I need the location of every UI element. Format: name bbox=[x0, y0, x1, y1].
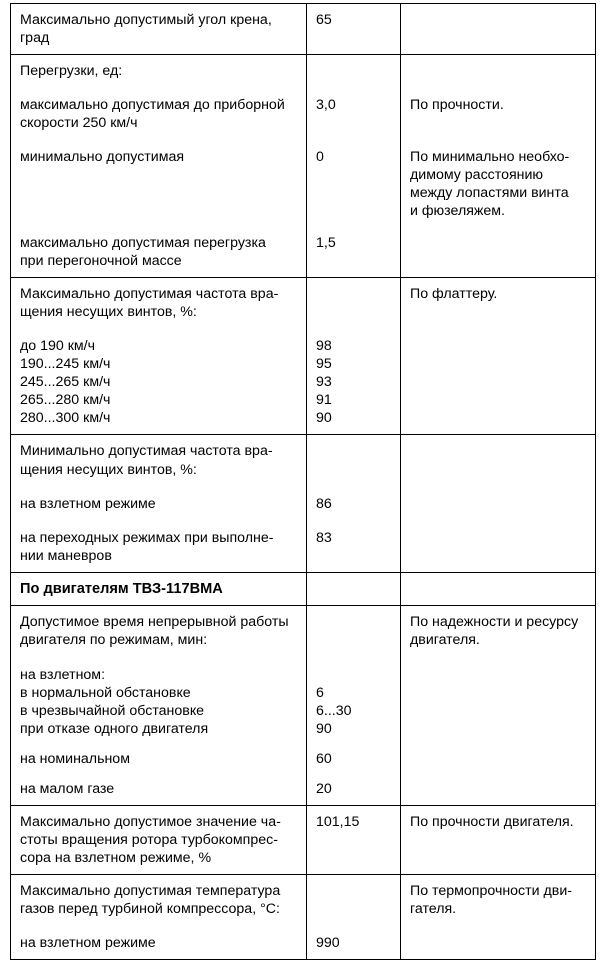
parameter-heading-line: Допустимое время непрерывной работы bbox=[20, 614, 289, 631]
parameter-line: град bbox=[20, 30, 50, 47]
note-cell bbox=[401, 4, 596, 55]
note-line: двигателя. bbox=[410, 632, 480, 649]
sub-parameter-line: на малом газе bbox=[20, 780, 115, 797]
sub-parameter-line: максимально допустимая перегрузка bbox=[20, 235, 266, 252]
note-text bbox=[410, 580, 587, 581]
note-cell bbox=[401, 55, 596, 278]
spacer bbox=[316, 918, 392, 934]
parameter-heading: Перегрузки, ед: bbox=[20, 63, 123, 80]
parameter-line: стоты вращения ротора турбокомпрес- bbox=[20, 831, 278, 848]
value-text: 6 bbox=[316, 684, 324, 701]
note-line: гателя. bbox=[410, 900, 457, 917]
spacer bbox=[20, 650, 298, 666]
table-row bbox=[11, 606, 596, 805]
sub-parameter-line: нии маневров bbox=[20, 547, 112, 564]
spacer bbox=[20, 80, 298, 96]
parameter-cell bbox=[11, 278, 307, 435]
value-text: 86 bbox=[316, 495, 332, 512]
parameter-heading-line: Минимально допустимая частота вра- bbox=[20, 443, 273, 460]
sub-parameter-line: 265...280 км/ч bbox=[20, 392, 111, 409]
spacer bbox=[410, 80, 587, 96]
note-line: димому расстоянию bbox=[410, 167, 544, 184]
value-cell bbox=[307, 4, 401, 55]
sub-parameter-line: в нормальной обстановке bbox=[20, 684, 191, 701]
parameter-heading-line: щения несущих винтов, %: bbox=[20, 461, 197, 478]
value-cell bbox=[307, 435, 401, 572]
sub-parameter-line: 280...300 км/ч bbox=[20, 410, 111, 427]
table-row-section-header bbox=[11, 572, 596, 606]
parameter-heading-line: двигателя по режимам, мин: bbox=[20, 632, 208, 649]
sub-parameter-line: скорости 250 км/ч bbox=[20, 115, 138, 132]
note-cell bbox=[401, 435, 596, 572]
value-text: 1,5 bbox=[316, 235, 336, 252]
spacer bbox=[316, 132, 392, 148]
parameter-cell bbox=[11, 435, 307, 572]
spacer bbox=[20, 918, 298, 934]
sub-parameter-line: на номинальном bbox=[20, 750, 130, 767]
note-cell bbox=[401, 805, 596, 874]
spacer bbox=[410, 132, 587, 148]
parameter-heading-line: щения несущих винтов, %: bbox=[20, 304, 197, 321]
value-text: 990 bbox=[316, 934, 340, 951]
sub-parameter-line: 190...245 км/ч bbox=[20, 356, 111, 373]
value-text: 60 bbox=[316, 750, 332, 767]
sub-parameter-line: минимально допустимая bbox=[20, 149, 185, 166]
sub-parameter-line: в чрезвычайной обстановке bbox=[20, 702, 205, 719]
parameter-line: Максимально допустимый угол крена, bbox=[20, 12, 272, 28]
table-row bbox=[11, 278, 596, 435]
note-cell bbox=[401, 572, 596, 606]
sub-parameter-line: на взлетном режиме bbox=[20, 495, 156, 512]
section-title-cell bbox=[11, 572, 307, 606]
spacer bbox=[316, 738, 392, 750]
sub-heading: на взлетном: bbox=[20, 666, 106, 683]
spacer bbox=[20, 738, 298, 750]
parameter-cell bbox=[11, 606, 307, 805]
sub-parameter-line: на переходных режимах при выполне- bbox=[20, 529, 274, 546]
table-row bbox=[11, 4, 596, 55]
spacer bbox=[20, 479, 298, 495]
note-line: По термопрочности дви- bbox=[410, 882, 572, 899]
note-line: По прочности. bbox=[410, 97, 504, 114]
spacer bbox=[316, 513, 392, 529]
spacer bbox=[20, 321, 298, 337]
value-cell bbox=[307, 55, 401, 278]
value-cell bbox=[307, 805, 401, 874]
parameter-heading-line: газов перед турбиной компрессора, °С: bbox=[20, 900, 280, 917]
specification-table bbox=[10, 3, 596, 960]
value-text: 98 bbox=[316, 338, 332, 355]
spacer bbox=[20, 166, 298, 208]
parameter-cell bbox=[11, 4, 307, 55]
note-line: и фюзеляжем. bbox=[410, 203, 505, 220]
section-title: По двигателям ТВЗ-117ВМА bbox=[20, 580, 223, 597]
sub-parameter-line: на взлетном режиме bbox=[20, 934, 156, 951]
value-cell bbox=[307, 874, 401, 959]
spacer bbox=[316, 650, 392, 666]
table-row bbox=[11, 435, 596, 572]
note-line: между лопастями винта bbox=[410, 185, 569, 202]
value-text: 90 bbox=[316, 720, 332, 737]
note-line: По минимально необхо- bbox=[410, 149, 570, 166]
value-text: 90 bbox=[316, 410, 332, 427]
note-cell bbox=[401, 606, 596, 805]
value-cell bbox=[307, 278, 401, 435]
note-line: По флаттеру. bbox=[410, 286, 498, 303]
value-text: 0 bbox=[316, 149, 324, 166]
note-line: По надежности и ресурсу bbox=[410, 614, 579, 631]
value-cell bbox=[307, 606, 401, 805]
note-line: По прочности двигателя. bbox=[410, 813, 574, 830]
note-text bbox=[410, 442, 587, 460]
spacer bbox=[20, 132, 298, 148]
value-text: 20 bbox=[316, 780, 332, 797]
sub-parameter-line: 245...265 км/ч bbox=[20, 374, 111, 391]
parameter-cell bbox=[11, 55, 307, 278]
parameter-line: сора на взлетном режиме, % bbox=[20, 849, 212, 866]
spacer bbox=[316, 208, 392, 234]
value-text bbox=[316, 580, 392, 581]
spacer bbox=[20, 208, 298, 234]
spacer bbox=[316, 321, 392, 337]
parameter-heading-line: Максимально допустимая температура bbox=[20, 882, 281, 899]
note-text bbox=[410, 11, 587, 12]
table-row bbox=[11, 805, 596, 874]
sub-parameter-line: до 190 км/ч bbox=[20, 338, 96, 355]
value-text: 93 bbox=[316, 374, 332, 391]
value-text: 101,15 bbox=[316, 813, 360, 830]
parameter-line: Максимально допустимое значение ча- bbox=[20, 813, 281, 830]
parameter-heading-line: Максимально допустимая частота вра- bbox=[20, 286, 279, 303]
spacer bbox=[20, 513, 298, 529]
note-cell bbox=[401, 874, 596, 959]
spacer bbox=[316, 479, 392, 495]
value-text: 3,0 bbox=[316, 97, 336, 114]
spacer bbox=[316, 768, 392, 780]
spacer bbox=[316, 80, 392, 96]
value-cell bbox=[307, 572, 401, 606]
parameter-cell bbox=[11, 805, 307, 874]
spacer bbox=[20, 768, 298, 780]
sub-parameter-line: при отказе одного двигателя bbox=[20, 720, 209, 737]
sub-parameter-line: максимально допустимая до приборной bbox=[20, 97, 285, 114]
value-text: 6...30 bbox=[316, 702, 352, 719]
value-text: 91 bbox=[316, 392, 332, 409]
parameter-cell bbox=[11, 874, 307, 959]
spacer bbox=[316, 166, 392, 208]
note-cell bbox=[401, 278, 596, 435]
table-row bbox=[11, 874, 596, 959]
value-text: 83 bbox=[316, 529, 332, 546]
value-text: 95 bbox=[316, 356, 332, 373]
sub-parameter-line: при перегоночной массе bbox=[20, 253, 182, 270]
table-row bbox=[11, 55, 596, 278]
value-text: 65 bbox=[316, 12, 332, 28]
